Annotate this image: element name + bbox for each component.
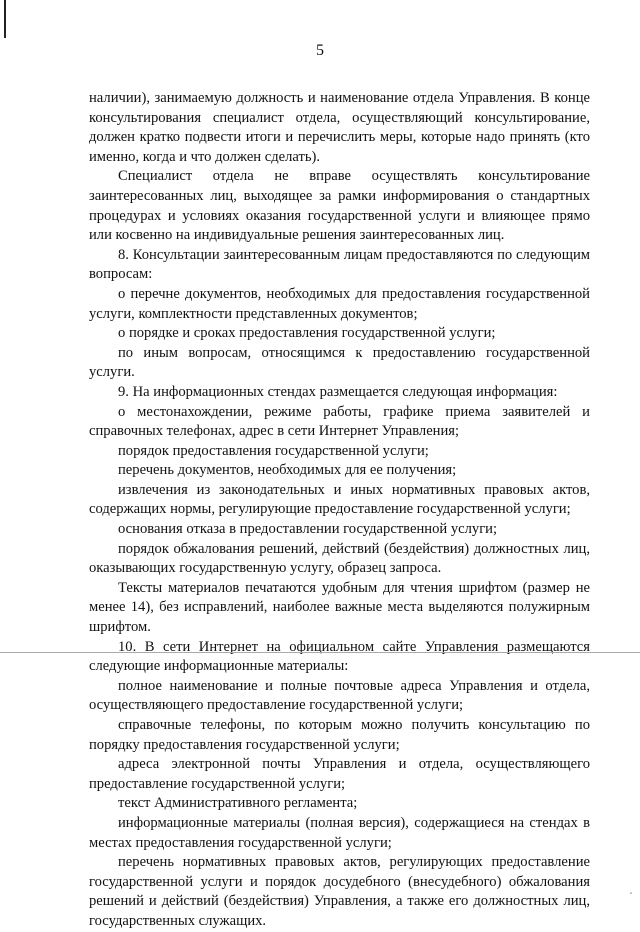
paragraph: Специалист отдела не вправе осуществлять консультирование заинтересованных лиц, выходящее за рамки информирования о стандартных процедурах и условиях оказания государственной услуги и влияющее прямо или косвенно на индивидуальные решения заинтересованных лиц. xyxy=(89,168,590,244)
paragraph: 9. На информационных стендах размещается следующая информация: xyxy=(118,383,558,400)
paragraph: перечень нормативных правовых актов, регулирующих предоставление государственной услуги и порядок досудебного (внесудебного) обжалования решений и действий (бездействия) Управления, а также его должностных лиц, государственных служащих. xyxy=(89,854,590,929)
paragraph: 10. В сети Интернет на официальном сайте Управления размещаются следующие информационные материалы: xyxy=(89,638,590,675)
paragraph: информационные материалы (полная версия), содержащиеся на стендах в местах предоставления государственной услуги; xyxy=(89,814,590,851)
paragraph: о порядке и сроках предоставления государственной услуги; xyxy=(118,325,496,342)
paragraph: текст Административного регламента; xyxy=(118,795,358,812)
paragraph: перечень документов, необходимых для ее получения; xyxy=(118,462,457,479)
paragraph: порядок обжалования решений, действий (бездействия) должностных лиц, оказывающих государственную услугу, образец запроса. xyxy=(89,540,590,577)
document-body xyxy=(89,89,590,932)
paragraph: наличии), занимаемую должность и наименование отдела Управления. В конце консультирования специалист отдела, осуществляющий консультирование, должен кратко подвести итоги и перечислить меры, которые надо принять (кто именно, когда и что должен сделать). xyxy=(89,90,590,165)
paragraph: справочные телефоны, по которым можно получить консультацию по порядку предоставления государственной услуги; xyxy=(89,717,590,753)
paragraph: извлечения из законодательных и иных нормативных правовых актов, содержащих нормы, регулирующие предоставление государственной услуги; xyxy=(89,481,590,518)
page-number: 5 xyxy=(316,42,324,59)
paragraph: основания отказа в предоставлении государственной услуги; xyxy=(118,521,498,538)
paragraph: о местонахождении, режиме работы, графике приема заявителей и справочных телефонах, адрес в сети Интернет Управления; xyxy=(89,403,590,440)
paragraph: 8. Консультации заинтересованным лицам предоставляются по следующим вопросам: xyxy=(89,246,590,283)
paragraph: полное наименование и полные почтовые адреса Управления и отдела, осуществляющего предоставление государственной услуги; xyxy=(89,677,590,714)
corner-mark: " xyxy=(629,893,632,899)
paragraph: порядок предоставления государственной услуги; xyxy=(118,442,429,459)
paragraph: адреса электронной почты Управления и отдела, осуществляющего предоставление государственной услуги; xyxy=(89,756,590,792)
paragraph: по иным вопросам, относящимся к предоставлению государственной услуги. xyxy=(89,344,590,381)
scan-fold-line xyxy=(0,652,640,653)
paragraph: о перечне документов, необходимых для предоставления государственной услуги, комплектности представленных документов; xyxy=(89,285,590,322)
paragraph: Тексты материалов печатаются удобным для чтения шрифтом (размер не менее 14), без исправлений, наиболее важные места выделяются полужирным шрифтом. xyxy=(89,579,590,636)
margin-mark xyxy=(4,0,6,38)
